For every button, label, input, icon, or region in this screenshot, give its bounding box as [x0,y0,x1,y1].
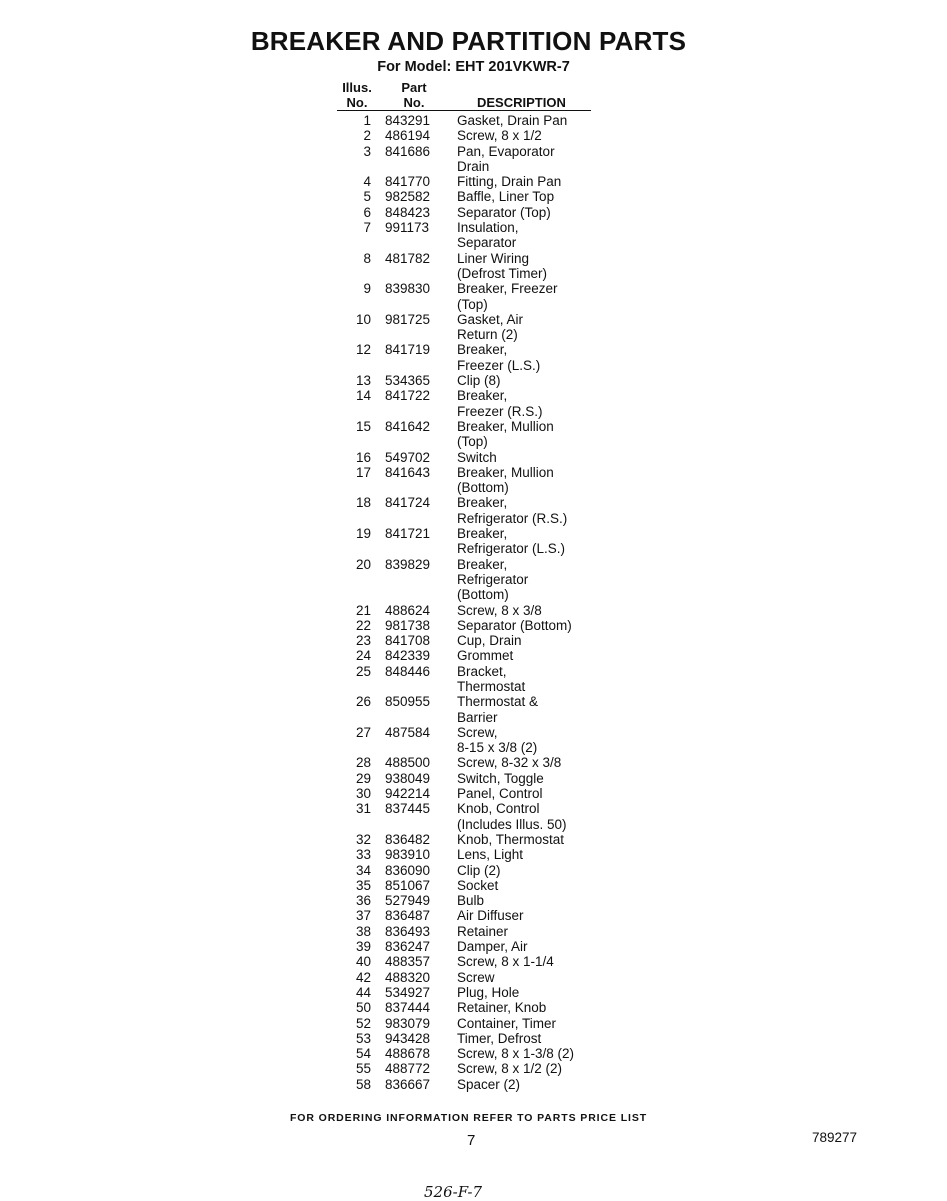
description-line: Breaker, [457,556,508,572]
description-line: Screw, 8 x 1-1/4 [457,954,554,970]
part-description [457,603,597,618]
part-description [457,465,597,496]
part-no: 982582 [385,189,431,205]
illus-no: 20 [355,556,371,572]
illus-no: 25 [355,663,371,679]
part-no: 534365 [385,373,431,389]
table-row [337,557,597,603]
description-line: Screw, [457,724,498,740]
part-description [457,373,597,388]
illus-no: 6 [363,204,371,220]
part-description [457,954,597,969]
description-line: Air Diffuser [457,908,524,924]
table-row [337,1000,597,1015]
header-rule [337,110,591,111]
description-line: Socket [457,877,499,893]
part-no: 991173 [385,220,430,236]
ordering-footer: FOR ORDERING INFORMATION REFER TO PARTS PRICE LIST [289,1112,648,1124]
table-row [337,664,597,695]
part-no: 981738 [385,617,431,633]
part-description [457,281,597,312]
part-no: 836667 [385,1076,431,1092]
description-line: Cup, Drain [457,633,522,649]
part-no: 842339 [385,648,431,664]
description-line: Refrigerator (R.S.) [457,510,568,526]
illus-no: 26 [355,694,371,710]
part-description [457,1077,597,1092]
illus-no: 28 [355,755,371,771]
table-row [337,251,597,282]
illus-no: 53 [355,1030,371,1046]
description-line: Container, Timer [457,1015,557,1031]
illus-no: 24 [355,648,371,664]
table-row [337,419,597,450]
part-description [457,342,597,373]
part-description [457,985,597,1000]
part-no: 848446 [385,663,431,679]
illus-no: 32 [355,831,371,847]
part-no: 549702 [385,449,431,465]
illus-no: 19 [355,526,371,542]
part-no: 983079 [385,1015,431,1031]
header-illus-top: Illus. [342,80,372,95]
part-description [457,878,597,893]
page-title: BREAKER AND PARTITION PARTS [250,26,687,56]
table-row [337,893,597,908]
part-no: 841770 [385,174,431,190]
table-row [337,342,597,373]
description-line: (Includes Illus. 50) [457,816,567,832]
table-row [337,924,597,939]
part-description [457,495,597,526]
description-line: Spacer (2) [457,1076,521,1092]
part-description [457,388,597,419]
part-no: 841719 [385,342,431,358]
part-no: 839829 [385,556,431,572]
part-description [457,312,597,343]
part-no: 487584 [385,724,431,740]
illus-no: 3 [363,143,371,159]
illus-no: 54 [355,1046,371,1062]
table-row [337,1046,597,1061]
illus-no: 1 [363,113,371,128]
description-line: Thermostat & [457,694,539,710]
illus-no: 38 [355,923,371,939]
table-row [337,281,597,312]
table-row [337,755,597,770]
document-number: 789277 [812,1130,858,1145]
part-no: 486194 [385,128,431,144]
table-row [337,220,597,251]
description-line: (Bottom) [457,480,509,496]
illus-no: 29 [355,770,371,786]
table-row [337,939,597,954]
part-description [457,648,597,663]
part-description [457,970,597,985]
illus-no: 39 [355,939,371,955]
description-line: Panel, Control [457,786,543,802]
model-subtitle: For Model: EHT 201VKWR-7 [377,59,570,75]
illus-no: 5 [363,189,371,205]
table-row [337,786,597,801]
part-no: 488320 [385,969,431,985]
part-no: 488357 [385,954,431,970]
header-part-top: Part [401,80,427,95]
illus-no: 33 [355,847,371,863]
header-part-no [392,80,436,110]
parts-table [337,113,597,1092]
description-line: Freezer (R.S.) [457,403,543,419]
description-line: Breaker, [457,342,508,358]
description-line: Pan, Evaporator [457,143,555,159]
illus-no: 36 [355,893,371,909]
description-line: Separator (Top) [457,204,551,220]
description-line: Grommet [457,648,514,664]
part-no: 983910 [385,847,431,863]
part-no: 839830 [385,281,431,297]
description-line: Bracket, [457,663,507,679]
part-no: 843291 [385,113,431,128]
description-line: Lens, Light [457,847,524,863]
part-description [457,908,597,923]
header-illus-no [340,80,374,110]
table-row [337,985,597,1000]
illus-no: 4 [363,174,371,190]
part-no: 841722 [385,388,431,404]
illus-no: 18 [355,495,371,511]
description-line: Knob, Thermostat [457,831,565,847]
description-line: (Bottom) [457,587,509,603]
part-no: 488772 [385,1061,431,1077]
part-description [457,924,597,939]
illus-no: 37 [355,908,371,924]
illus-no: 13 [355,373,371,389]
part-description [457,1046,597,1061]
table-row [337,648,597,663]
part-description [457,847,597,862]
table-row [337,526,597,557]
description-line: Insulation, [457,220,519,236]
illus-no: 15 [355,418,371,434]
header-illus-bottom: No. [346,95,368,110]
part-no: 836487 [385,908,431,924]
table-row [337,970,597,985]
description-line: Separator (Bottom) [457,617,572,633]
description-line: Fitting, Drain Pan [457,174,562,190]
part-no: 836090 [385,862,431,878]
table-row [337,495,597,526]
illus-no: 52 [355,1015,371,1031]
illus-no: 7 [363,220,371,236]
part-no: 981725 [385,311,431,327]
illus-no: 55 [355,1061,371,1077]
part-description [457,725,597,756]
description-line: Breaker, Freezer [457,281,558,297]
description-line: Screw, 8 x 3/8 [457,602,542,618]
description-line: Screw, 8 x 1-3/8 (2) [457,1046,575,1062]
table-row [337,1061,597,1076]
description-line: Freezer (L.S.) [457,357,541,373]
page-number: 7 [467,1132,476,1149]
part-description [457,189,597,204]
part-description [457,174,597,189]
description-line: Barrier [457,709,498,725]
table-row [337,847,597,862]
table-row [337,603,597,618]
part-no: 851067 [385,877,431,893]
description-line: Damper, Air [457,939,528,955]
part-description [457,832,597,847]
table-row [337,863,597,878]
illus-no: 8 [363,250,371,266]
description-line: Switch, Toggle [457,770,544,786]
table-row [337,878,597,893]
description-line: Screw, 8-32 x 3/8 [457,755,562,771]
part-description [457,419,597,450]
description-line: Retainer, Knob [457,1000,547,1016]
table-row [337,1031,597,1046]
description-line: Refrigerator [457,571,529,587]
part-no: 481782 [385,250,431,266]
part-description [457,618,597,633]
part-description [457,801,597,832]
description-line: Gasket, Drain Pan [457,113,568,128]
part-no: 848423 [385,204,431,220]
part-description [457,205,597,220]
description-line: Return (2) [457,327,518,343]
handwritten-note: 526-F-7 [424,1183,483,1201]
illus-no: 23 [355,633,371,649]
description-line: Refrigerator (L.S.) [457,541,566,557]
part-no: 836493 [385,923,431,939]
table-row [337,128,597,143]
part-no: 841642 [385,418,431,434]
part-description [457,144,597,175]
table-row [337,205,597,220]
table-row [337,113,597,128]
illus-no: 44 [355,984,371,1000]
illus-no: 31 [355,801,371,817]
part-no: 836247 [385,939,431,955]
part-description [457,939,597,954]
description-line: Liner Wiring [457,250,530,266]
part-description [457,694,597,725]
description-line: Screw [457,969,495,985]
part-no: 841643 [385,464,431,480]
illus-no: 10 [355,311,371,327]
table-row [337,1077,597,1092]
illus-no: 27 [355,724,371,740]
part-description [457,633,597,648]
table-row [337,633,597,648]
part-description [457,450,597,465]
part-no: 841686 [385,143,431,159]
table-row [337,771,597,786]
part-no: 841708 [385,633,431,649]
part-description [457,1061,597,1076]
description-line: (Defrost Timer) [457,265,548,281]
table-row [337,312,597,343]
table-row [337,694,597,725]
illus-no: 35 [355,877,371,893]
description-line: Breaker, Mullion [457,464,554,480]
part-no: 850955 [385,694,431,710]
description-line: Switch [457,449,497,465]
illus-no: 16 [355,449,371,465]
illus-no: 50 [355,1000,371,1016]
table-row [337,189,597,204]
description-line: Baffle, Liner Top [457,189,555,205]
table-row [337,725,597,756]
description-line: Timer, Defrost [457,1030,542,1046]
illus-no: 42 [355,969,371,985]
part-no: 527949 [385,893,431,909]
part-description [457,113,597,128]
description-line: Breaker, [457,526,508,542]
table-row [337,144,597,175]
table-row [337,450,597,465]
table-row [337,801,597,832]
description-line: Retainer [457,923,509,939]
table-row [337,388,597,419]
description-line: Separator [457,235,517,251]
illus-no: 2 [363,128,371,144]
illus-no: 17 [355,464,371,480]
part-description [457,251,597,282]
header-part-bottom: No. [403,95,425,110]
description-line: Breaker, Mullion [457,418,554,434]
description-line: Drain [457,158,490,174]
description-line: 8-15 x 3/8 (2) [457,740,538,756]
description-line: (Top) [457,434,488,450]
part-description [457,893,597,908]
description-line: Screw, 8 x 1/2 [457,128,542,144]
description-line: Breaker, [457,388,508,404]
part-no: 938049 [385,770,431,786]
part-no: 837444 [385,1000,431,1016]
table-row [337,618,597,633]
part-no: 836482 [385,831,431,847]
part-description [457,1031,597,1046]
illus-no: 14 [355,388,371,404]
illus-no: 58 [355,1076,371,1092]
part-description [457,128,597,143]
part-description [457,755,597,770]
part-no: 534927 [385,984,431,1000]
part-description [457,526,597,557]
table-row [337,373,597,388]
table-row [337,465,597,496]
part-no: 837445 [385,801,431,817]
header-description: DESCRIPTION [477,95,566,110]
description-line: Knob, Control [457,801,540,817]
part-description [457,557,597,603]
table-row [337,908,597,923]
description-line: Breaker, [457,495,508,511]
part-description [457,1000,597,1015]
part-description [457,1016,597,1031]
description-line: Clip (2) [457,862,501,878]
description-line: Thermostat [457,678,526,694]
illus-no: 40 [355,954,371,970]
description-line: Clip (8) [457,373,501,389]
description-line: Gasket, Air [457,311,524,327]
part-no: 841721 [385,526,431,542]
table-row [337,1016,597,1031]
description-line: (Top) [457,296,488,312]
description-line: Plug, Hole [457,984,520,1000]
illus-no: 34 [355,862,371,878]
part-no: 841724 [385,495,431,511]
illus-no: 12 [355,342,371,358]
illus-no: 30 [355,786,371,802]
part-no: 942214 [385,786,431,802]
part-description [457,786,597,801]
table-row [337,174,597,189]
part-description [457,664,597,695]
illus-no: 21 [355,602,371,618]
description-line: Screw, 8 x 1/2 (2) [457,1061,563,1077]
illus-no: 9 [363,281,371,297]
part-no: 943428 [385,1030,431,1046]
part-no: 488500 [385,755,431,771]
part-no: 488678 [385,1046,431,1062]
table-row [337,832,597,847]
part-no: 488624 [385,602,431,618]
part-description [457,220,597,251]
table-row [337,954,597,969]
description-line: Bulb [457,893,485,909]
part-description [457,863,597,878]
part-description [457,771,597,786]
illus-no: 22 [355,617,371,633]
